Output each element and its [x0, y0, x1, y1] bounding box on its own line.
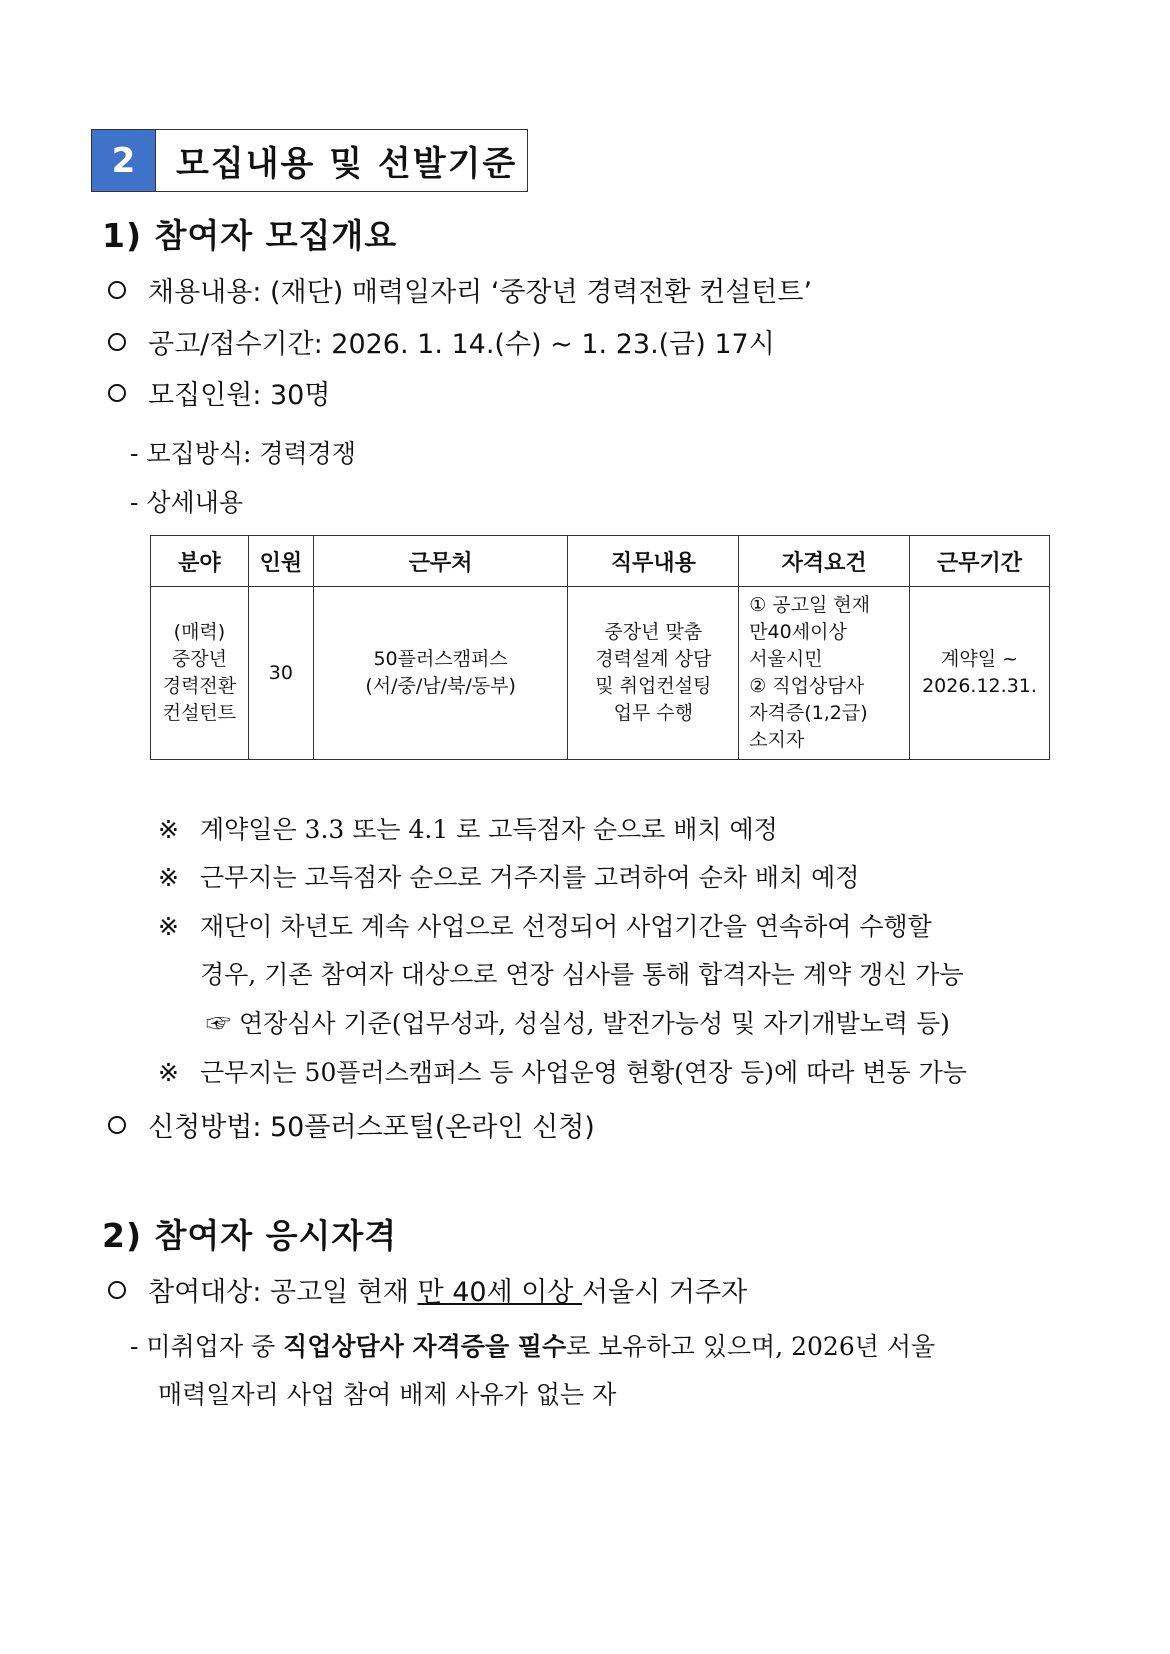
bullet-target	[86, 1270, 747, 1309]
header-period: 근무기간	[910, 536, 1050, 587]
target-prefix: 참여대상: 공고일 현재	[148, 1277, 418, 1308]
apply-text: 신청방법: 50플러스포털(온라인 신청)	[148, 1112, 595, 1143]
cell-workplace: 50플러스캠퍼스 (서/중/남/북/동부)	[313, 587, 568, 760]
header-duties: 직무내용	[568, 536, 739, 587]
target-suffix: 서울시 거주자	[582, 1277, 748, 1308]
header-workplace: 근무처	[313, 536, 568, 587]
note-3-criteria: ☞ 연장심사 기준(업무성과, 성실성, 발전가능성 및 자기개발노력 등)	[206, 1009, 950, 1038]
section-title: 모집내용 및 선발기준	[176, 144, 518, 184]
note-1-text: 계약일은 3.3 또는 4.1 로 고득점자 순으로 배치 예정	[200, 815, 778, 844]
bullet-job	[86, 270, 812, 309]
header-count: 인원	[248, 536, 313, 587]
part1-heading: 1) 참여자 모집개요	[102, 216, 398, 255]
circle-bullet-icon	[108, 1281, 126, 1299]
cell-qualification: ① 공고일 현재 만40세이상 서울시민 ② 직업상담사 자격증(1,2급) 소지자	[739, 587, 910, 760]
note-4-text: 근무지는 50플러스캠퍼스 등 사업운영 현황(연장 등)에 따라 변동 가능	[200, 1058, 967, 1087]
cell-period: 계약일 ~ 2026.12.31.	[910, 587, 1050, 760]
note-2	[158, 858, 859, 894]
target-age: 만 40세 이상	[417, 1277, 583, 1308]
condition-prefix: - 미취업자 중	[130, 1332, 284, 1361]
note-2-text: 근무지는 고득점자 순으로 거주지를 고려하여 순차 배치 예정	[200, 863, 860, 892]
note-3-continued: 경우, 기존 참여자 대상으로 연장 심사를 통해 합격자는 계약 갱신 가능	[200, 960, 964, 989]
note-3-text: 재단이 차년도 계속 사업으로 선정되어 사업기간을 연속하여 수행할	[200, 912, 932, 941]
condition-suffix: 로 보유하고 있으며, 2026년 서울	[566, 1332, 936, 1361]
cell-field: (매력) 중장년 경력전환 컨설턴트	[151, 587, 249, 760]
circle-bullet-icon	[108, 333, 126, 351]
job-text: 채용내용: (재단) 매력일자리 ‘중장년 경력전환 컨설턴트’	[148, 277, 813, 308]
details-table	[150, 535, 1050, 760]
circle-bullet-icon	[108, 384, 126, 402]
header-qualification: 자격요건	[739, 536, 910, 587]
period-text: 공고/접수기간: 2026. 1. 14.(수) ~ 1. 23.(금) 17시	[148, 329, 775, 360]
note-3	[158, 907, 932, 943]
note-mark: ※	[158, 863, 179, 892]
circle-bullet-icon	[108, 281, 126, 299]
note-mark: ※	[158, 912, 179, 941]
condition-line	[130, 1327, 935, 1363]
details-label: - 상세내용	[130, 488, 243, 517]
note-mark: ※	[158, 815, 179, 844]
cell-duties: 중장년 맞춤 경력설계 상담 및 취업컨설팅 업무 수행	[568, 587, 739, 760]
bullet-period	[86, 322, 775, 361]
bullet-apply	[86, 1105, 595, 1144]
section-number: 2	[92, 130, 156, 191]
section-header	[91, 129, 528, 192]
condition-line-2: 매력일자리 사업 참여 배제 사유가 없는 자	[158, 1380, 617, 1409]
header-field: 분야	[151, 536, 249, 587]
note-1	[158, 810, 778, 846]
part2-heading: 2) 참여자 응시자격	[102, 1216, 398, 1255]
bullet-count	[86, 373, 330, 412]
table-header-row	[151, 536, 1050, 587]
count-text: 모집인원: 30명	[148, 380, 331, 411]
circle-bullet-icon	[108, 1116, 126, 1134]
note-4	[158, 1053, 967, 1089]
cell-count: 30	[248, 587, 313, 760]
method-line: - 모집방식: 경력경쟁	[130, 439, 356, 468]
condition-bold: 직업상담사 자격증을 필수	[283, 1332, 567, 1361]
note-mark: ※	[158, 1058, 179, 1087]
table-row	[151, 587, 1050, 760]
